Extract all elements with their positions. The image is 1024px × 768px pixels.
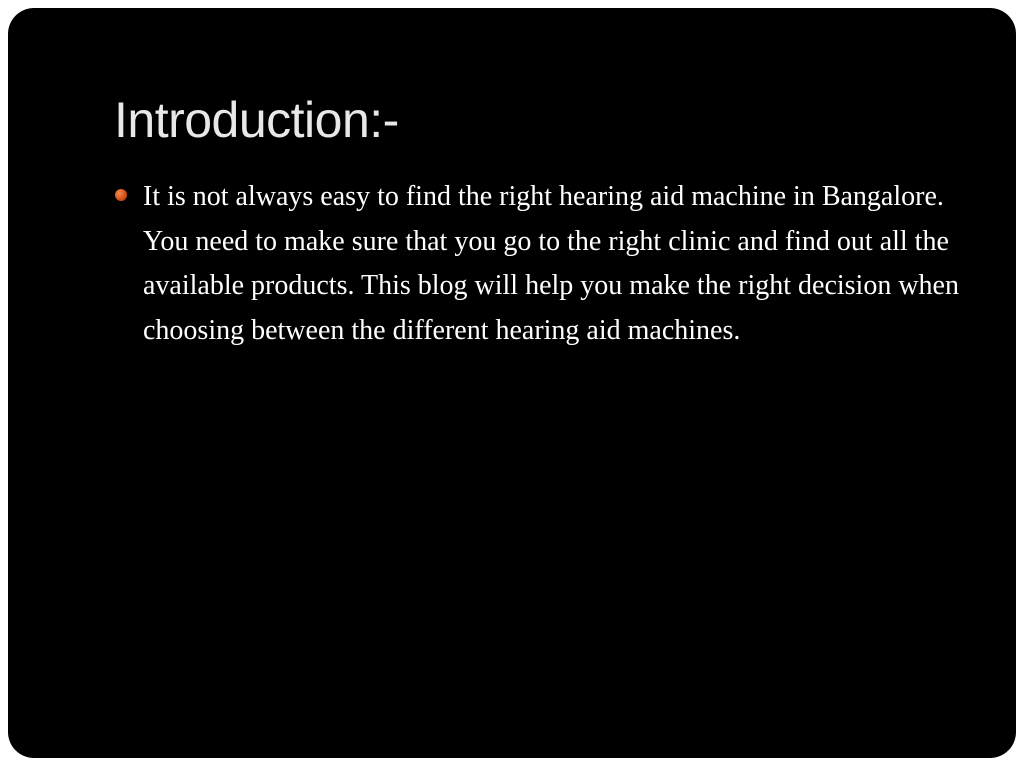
bullet-item [115, 175, 995, 353]
slide [8, 8, 1016, 758]
bullet-text: It is not always easy to find the right hearing aid machine in Bangalore. You need to make sure that you go to the right clinic and find out all the available products. This blog will help you make the right decision when choosing between the different hearing aid machines. [143, 181, 959, 346]
bullet-dot-icon [115, 189, 127, 201]
bullet-list [115, 175, 995, 353]
slide-title: Introduction:- [114, 92, 399, 148]
